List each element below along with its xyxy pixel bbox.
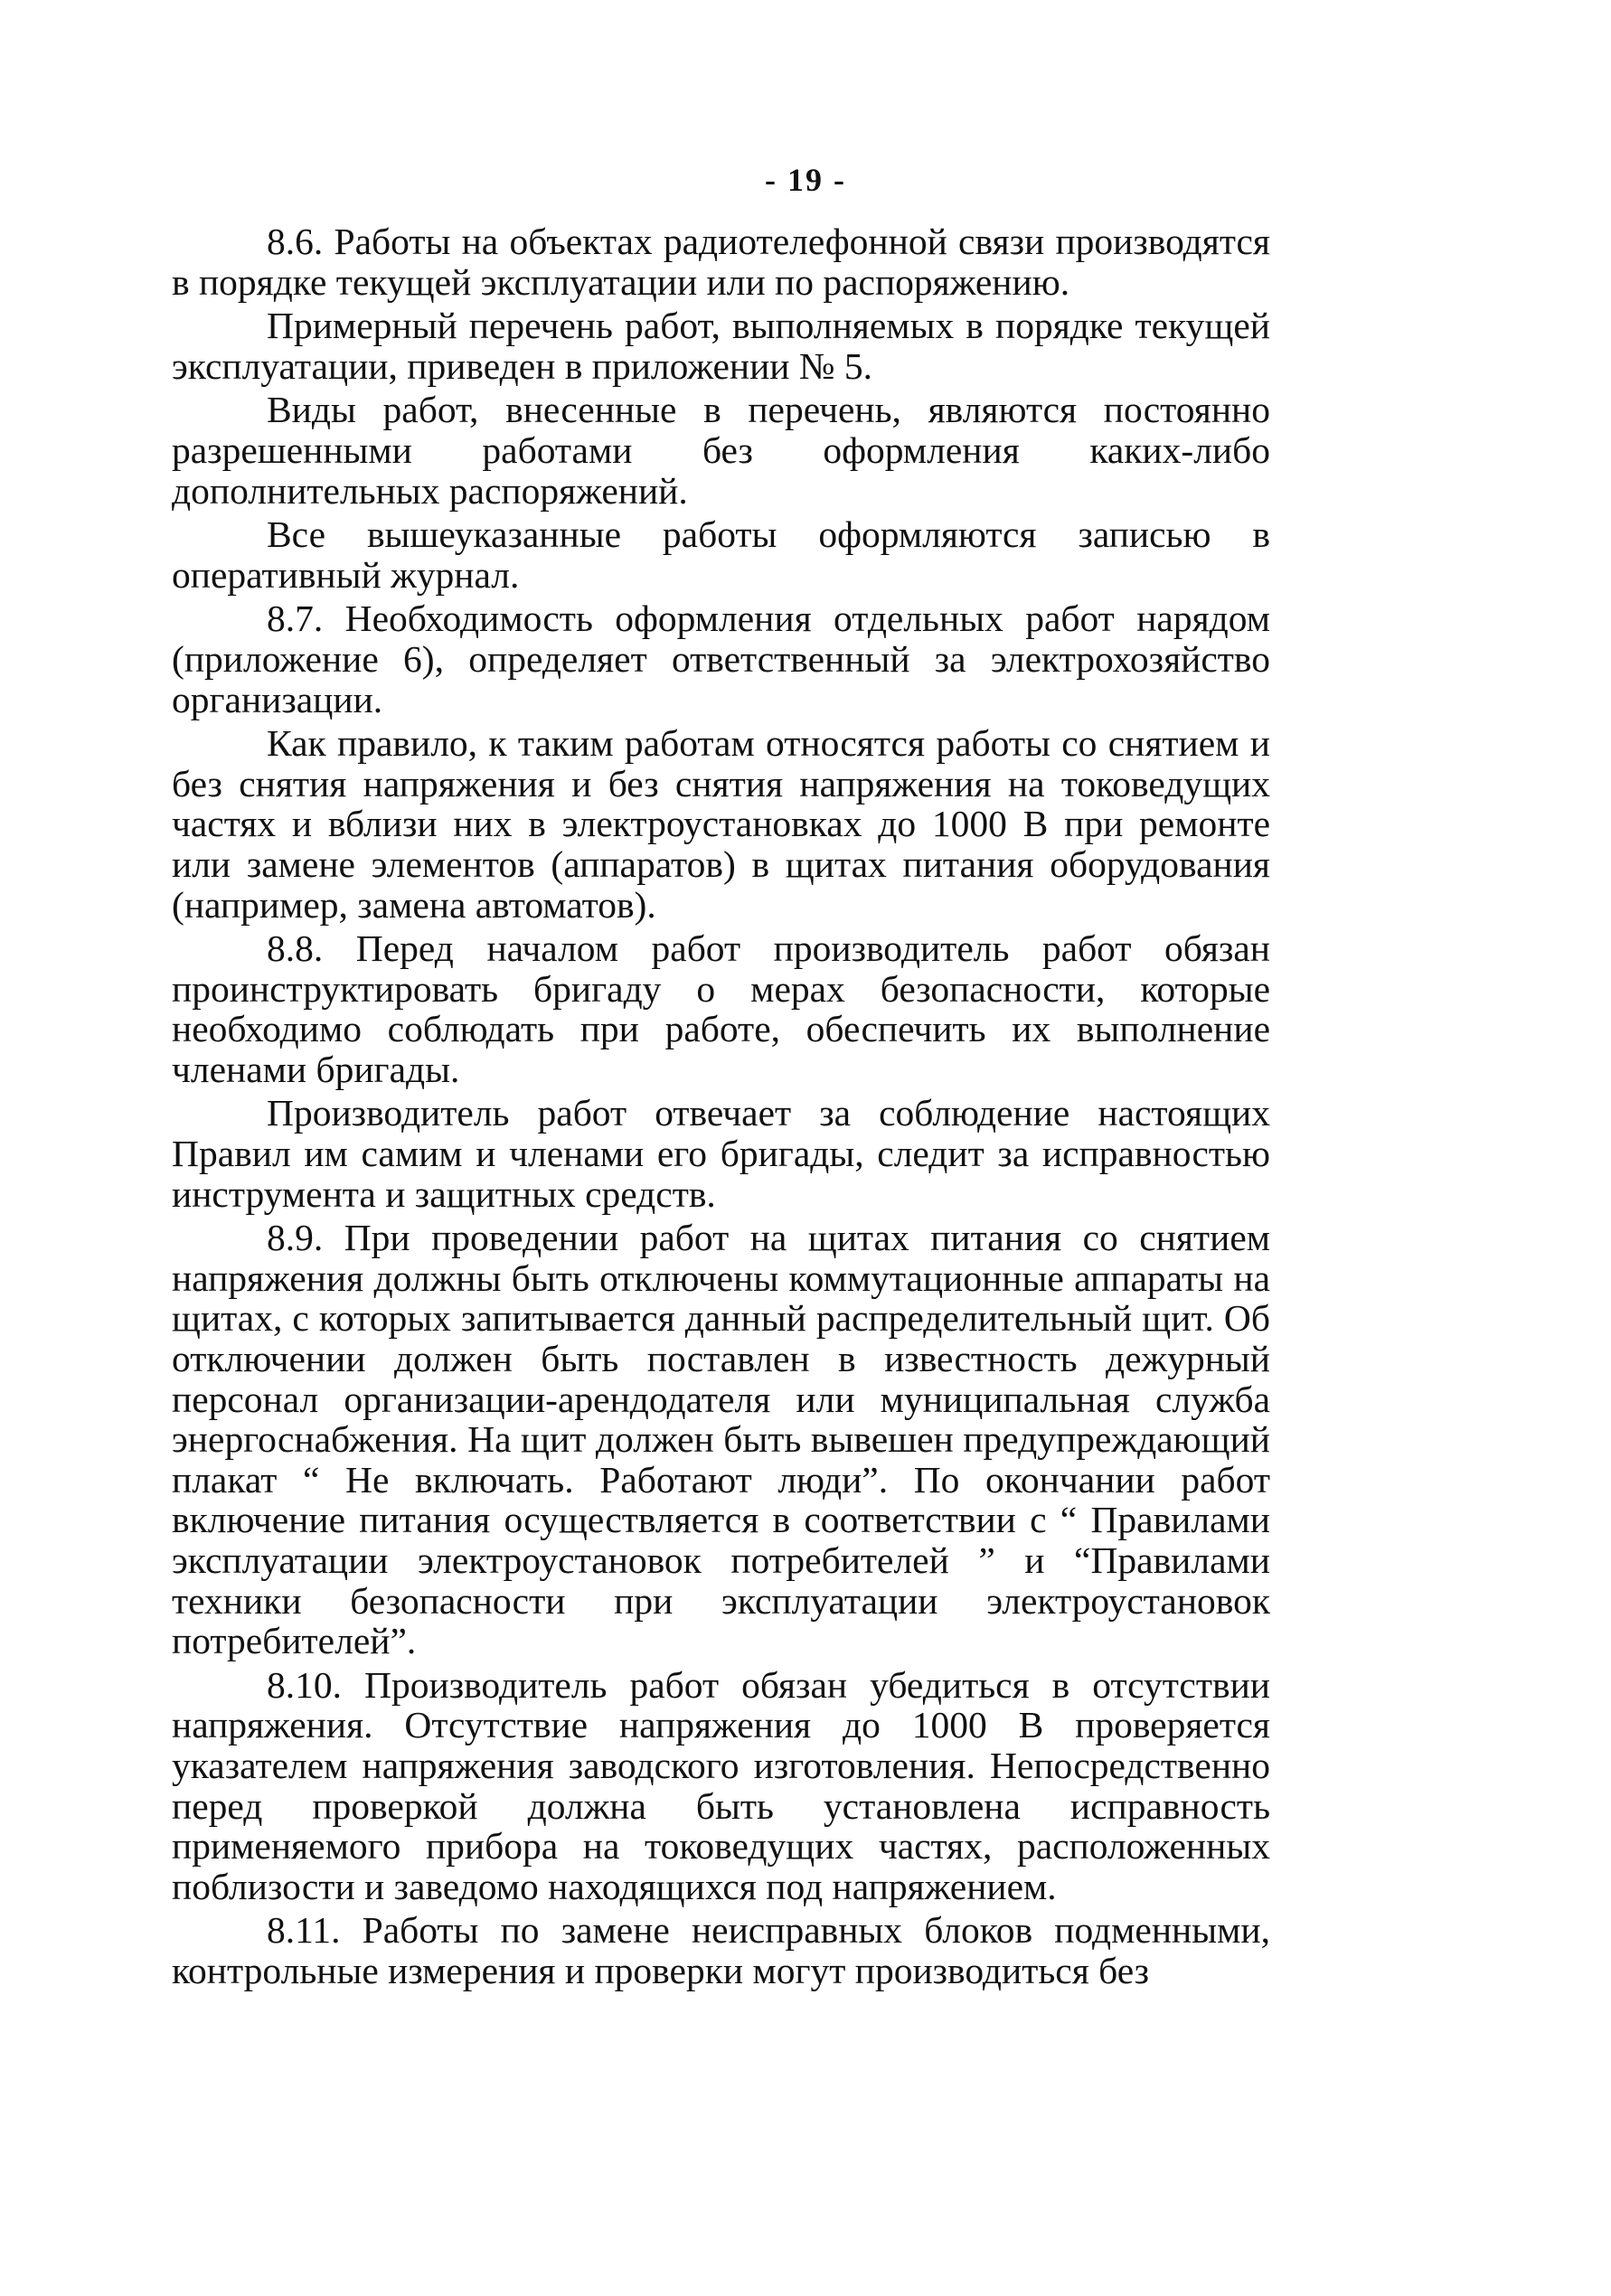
paragraph-8-10: 8.10. Производитель работ обязан убедиться в отсутствии напряжения. Отсутствие напряжения до 1000 В проверяется указателем напряжения заводского изготовления. Непосредственно перед проверкой должна быть установлена исправность применяемого прибора на токоведущих частях, расположенных поблизости и заведомо находящихся под напряжением. xyxy=(172,1663,1270,1907)
paragraph-work-examples: Как правило, к таким работам относятся работы со снятием и без снятия напряжения и без снятия напряжения на токоведущих частях и вблизи них в электроустановках до 1000 В при ремонте или замене элементов (аппаратов) в щитах питания оборудования (например, замена автоматов). xyxy=(172,722,1270,926)
paragraph-8-8: 8.8. Перед началом работ производитель работ обязан проинструктировать бригаду о мерах безопасности, которые необходимо соблюдать при работе, обеспечить их выполнение членами бригады. xyxy=(172,927,1270,1090)
body-text xyxy=(172,221,1270,1991)
paragraph-8-9: 8.9. При проведении работ на щитах питания со снятием напряжения должны быть отключены коммутационные аппараты на щитах, с которых запитывается данный распределительный щит. Об отключении должен быть поставлен в известность дежурный персонал организации-арендодателя или муниципальная служба энергоснабжения. На щит должен быть вывешен предупреждающий плакат “ Не включать. Работают люди”. По окончании работ включение питания осуществляется в соответствии с “ Правилами эксплуатации электроустановок потребителей ” и “Правилами техники безопасности при эксплуатации электроустановок потребителей”. xyxy=(172,1217,1270,1662)
paragraph-8-6: 8.6. Работы на объектах радиотелефонной связи производятся в порядке текущей эксплуатации или по распоряжению. xyxy=(172,221,1270,303)
paragraph-sample-list: Примерный перечень работ, выполняемых в порядке текущей эксплуатации, приведен в приложении № 5. xyxy=(172,305,1270,387)
paragraph-8-11: 8.11. Работы по замене неисправных блоков подменными, контрольные измерения и проверки могут производиться без xyxy=(172,1909,1270,1991)
paragraph-8-7: 8.7. Необходимость оформления отдельных работ нарядом (приложение 6), определяет ответственный за электрохозяйство организации. xyxy=(172,598,1270,720)
page-number: - 19 - xyxy=(765,162,846,198)
paragraph-responsibility: Производитель работ отвечает за соблюдение настоящих Правил им самим и членами его бригады, следит за исправностью инструмента и защитных средств. xyxy=(172,1092,1270,1215)
paragraph-work-types: Виды работ, внесенные в перечень, являются постоянно разрешенными работами без оформления каких-либо дополнительных распоряжений. xyxy=(172,389,1270,512)
paragraph-journal: Все вышеуказанные работы оформляются записью в оперативный журнал. xyxy=(172,513,1270,596)
